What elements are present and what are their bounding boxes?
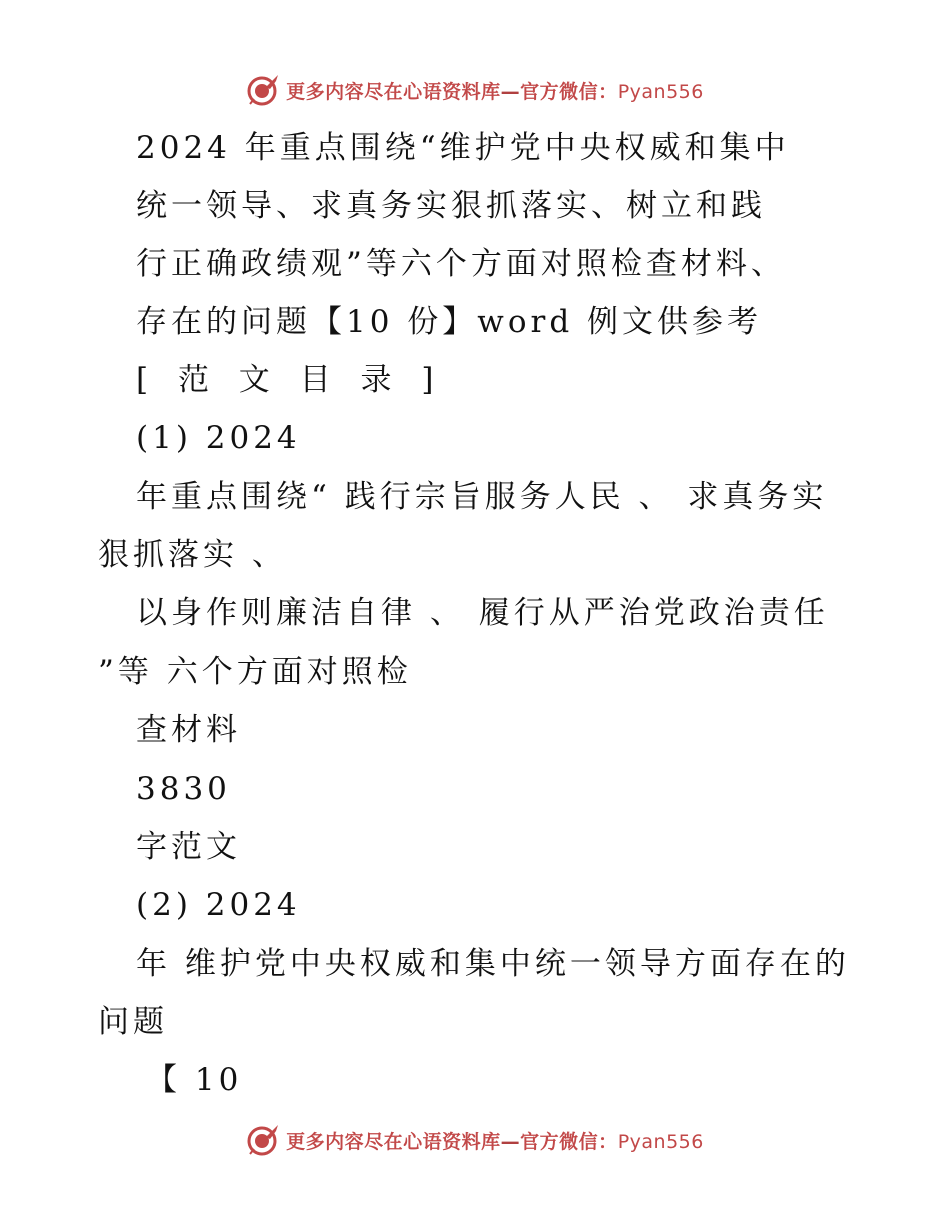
title-line-4: 存在的问题【10 份】word 例文供参考 xyxy=(136,304,763,340)
quill-pen-logo-icon xyxy=(246,73,280,107)
quill-pen-logo-icon xyxy=(246,1123,280,1157)
banner-text: 更多内容尽在心语资料库—官方微信：Pyan556 xyxy=(286,1130,704,1153)
title-line-1: 2024 年重点围绕“维护党中央权威和集中 xyxy=(136,130,790,166)
footer-banner xyxy=(0,1120,950,1160)
toc-item-1-line-3: 以身作则廉洁自律 、 履行从严治党政治责任 xyxy=(136,595,829,631)
toc-item-1-number: (1) 2024 xyxy=(136,420,301,456)
toc-item-1-wordcount: 3830 xyxy=(136,771,231,807)
toc-item-2-line-3: 【 10 xyxy=(146,1062,243,1098)
toc-item-2-number: (2) 2024 xyxy=(136,887,301,923)
toc-item-1-line-2: 狠抓落实 、 xyxy=(98,537,287,573)
toc-item-2-line-1: 年 维护党中央权威和集中统一领导方面存在的 xyxy=(136,946,850,982)
toc-item-2-line-2: 问题 xyxy=(98,1004,168,1040)
title-line-3: 行正确政绩观”等六个方面对照检查材料、 xyxy=(136,246,786,282)
title-line-2: 统一领导、求真务实狠抓落实、树立和践 xyxy=(136,188,766,224)
toc-item-1-line-6: 字范文 xyxy=(136,829,241,865)
toc-item-1-line-5: 查材料 xyxy=(136,712,241,748)
toc-item-1-line-4: ”等 六个方面对照检 xyxy=(98,654,412,690)
header-banner xyxy=(0,70,950,110)
toc-heading: [ 范 文 目 录 ] xyxy=(136,362,444,398)
toc-item-1-line-1: 年重点围绕“ 践行宗旨服务人民 、 求真务实 xyxy=(136,479,828,515)
banner-text: 更多内容尽在心语资料库—官方微信：Pyan556 xyxy=(286,80,704,103)
